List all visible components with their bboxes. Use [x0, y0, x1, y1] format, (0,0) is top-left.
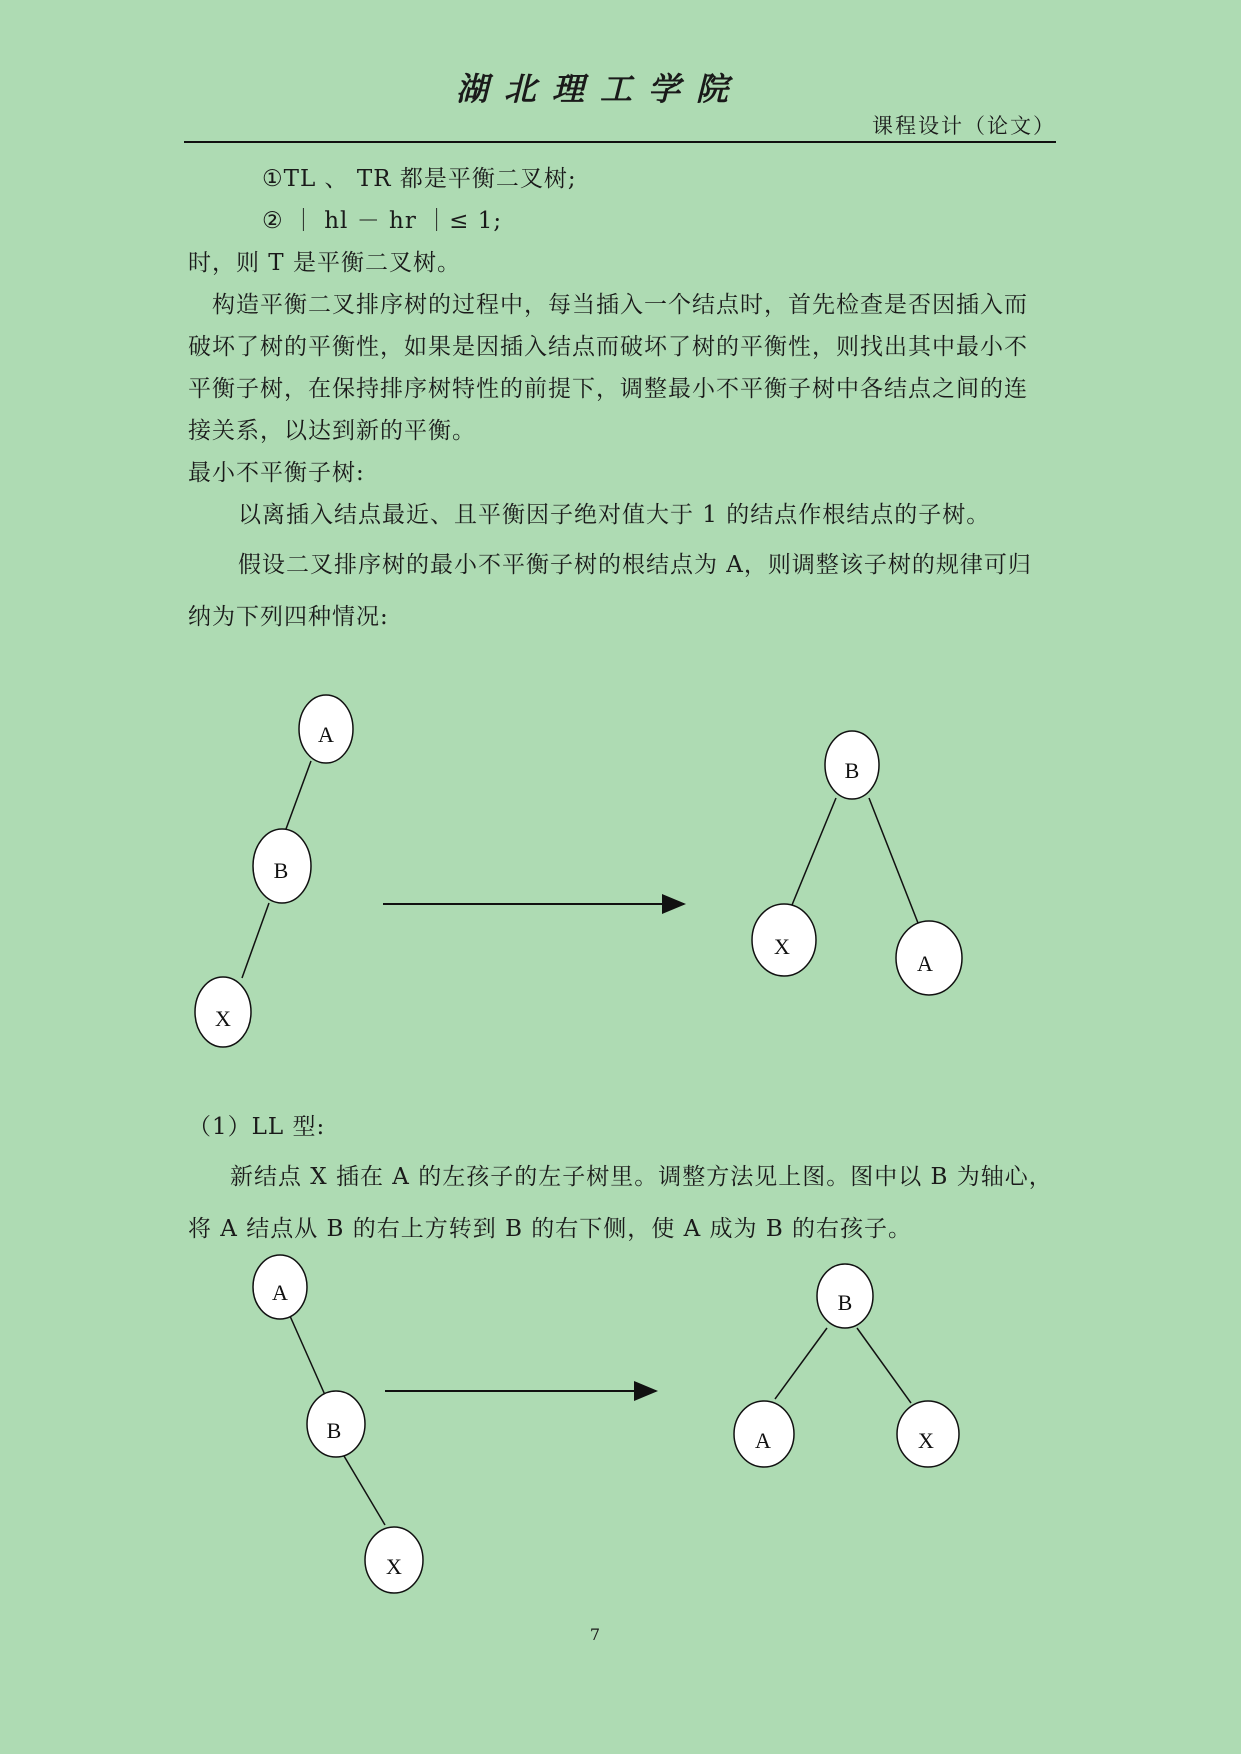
edge-a-b: [286, 761, 311, 829]
diagram1-before-tree: [195, 695, 353, 1047]
node-a-label: A: [318, 722, 334, 747]
node-b-label: B: [273, 858, 289, 883]
edge-b-x: [242, 903, 269, 978]
node-x-label: X: [215, 1006, 231, 1031]
ll-type-title: （1）LL 型:: [188, 1114, 326, 1140]
edge-b-a: [775, 1328, 827, 1399]
node-a-label: A: [755, 1428, 771, 1453]
edge-b-x: [857, 1328, 911, 1403]
paragraph-1-line-1: 构造平衡二叉排序树的过程中，每当插入一个结点时，首先检查是否因插入而: [212, 292, 1028, 318]
paragraph-1-line-3: 平衡子树，在保持排序树特性的前提下，调整最小不平衡子树中各结点之间的连: [188, 376, 1028, 402]
institution-logo-text: 湖北理工学院: [455, 70, 744, 108]
document-type-label: 课程设计（论文）: [872, 114, 1056, 138]
paragraph-1-line-2: 破坏了树的平衡性，如果是因插入结点而破坏了树的平衡性，则找出其中最小不: [188, 334, 1028, 360]
node-b-label: B: [844, 758, 860, 783]
conclusion-line: 时，则 T 是平衡二叉树。: [188, 250, 461, 276]
diagram1-after-tree: [752, 731, 962, 995]
edge-a-b: [290, 1316, 325, 1395]
min-subtree-title: 最小不平衡子树:: [188, 460, 365, 486]
ll-description-line-2: 将 A 结点从 B 的右上方转到 B 的右下侧，使 A 成为 B 的右孩子。: [188, 1216, 913, 1242]
node-a-label: A: [917, 951, 933, 976]
node-b-label: B: [837, 1290, 853, 1315]
node-x-label: X: [386, 1554, 402, 1579]
node-x-label: X: [774, 934, 790, 959]
min-subtree-definition: 以离插入结点最近、且平衡因子绝对值大于 1 的结点作根结点的子树。: [238, 502, 991, 528]
page-number: 7: [589, 1625, 601, 1644]
diagram2-before-tree: [253, 1255, 423, 1593]
node-b-label: B: [326, 1418, 342, 1443]
node-a-label: A: [272, 1280, 288, 1305]
edge-b-x: [344, 1456, 385, 1525]
paragraph-2-line-1: 假设二叉排序树的最小不平衡子树的根结点为 A，则调整该子树的规律可归: [238, 552, 1032, 578]
paragraph-1-line-4: 接关系，以达到新的平衡。: [188, 418, 476, 444]
diagram2-after-tree: [734, 1264, 959, 1467]
ll-description-line-1: 新结点 X 插在 A 的左孩子的左子树里。调整方法见上图。图中以 B 为轴心，: [230, 1164, 1053, 1190]
edge-b-x: [792, 798, 836, 905]
node-x-label: X: [918, 1428, 934, 1453]
edge-b-a: [869, 798, 918, 923]
condition-2: ② ｜ hl － hr ｜≤ 1;: [262, 208, 503, 234]
paragraph-2-line-2: 纳为下列四种情况:: [188, 604, 389, 630]
condition-1: ①TL 、 TR 都是平衡二叉树;: [262, 166, 577, 192]
